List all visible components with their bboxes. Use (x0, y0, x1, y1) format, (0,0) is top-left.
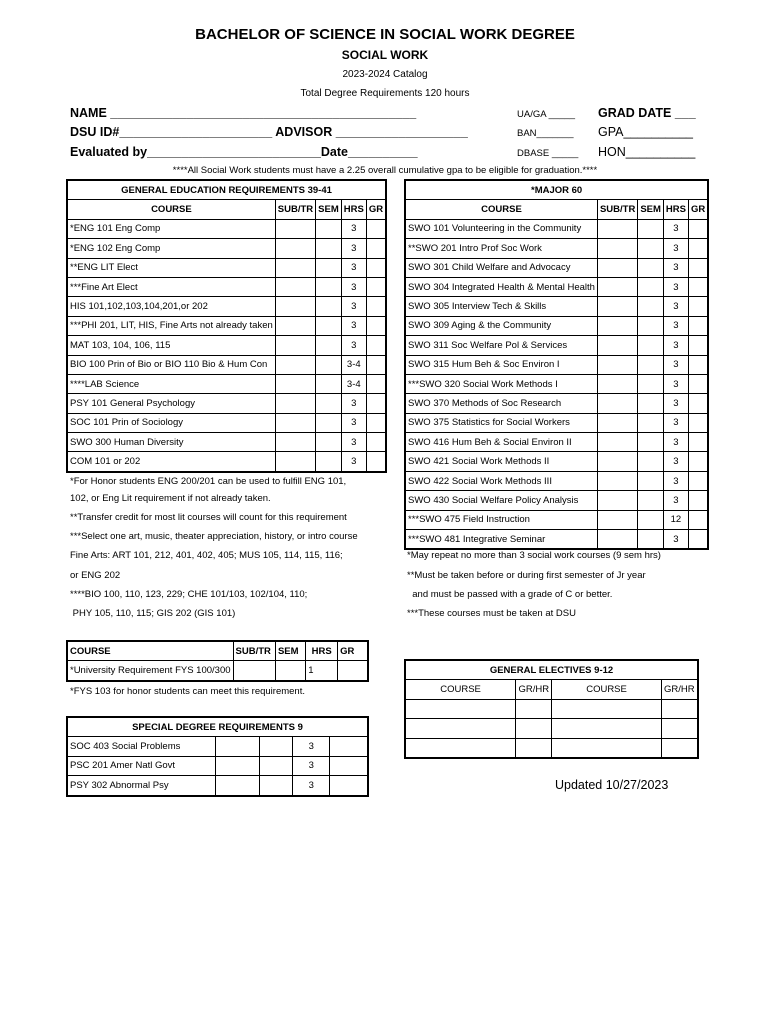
table-row (68, 239, 386, 258)
sem-cell[interactable] (316, 258, 342, 277)
col-course: COURSE (406, 200, 598, 219)
table-row (406, 239, 708, 258)
gr-cell[interactable] (688, 336, 707, 355)
gen-ed-note: ***Select one art, music, theater appreciation, history, or intro course (70, 531, 358, 542)
sem-cell[interactable] (316, 355, 342, 374)
subtr-cell[interactable] (275, 219, 315, 238)
gen-ed-note: **Transfer credit for most lit courses will count for this requirement (70, 512, 347, 523)
course-name: BIO 100 Prin of Bio or BIO 110 Bio & Hum Con (68, 355, 276, 374)
hrs-cell: 3 (293, 776, 330, 795)
sem-cell[interactable] (638, 433, 664, 452)
course-name: SOC 101 Prin of Sociology (68, 413, 276, 432)
course-name: ***SWO 320 Social Work Methods I (406, 374, 598, 393)
major-table (405, 180, 708, 549)
table-row (68, 297, 386, 316)
col-course: COURSE (406, 680, 516, 699)
sem-cell[interactable] (316, 219, 342, 238)
course-name: SWO 375 Statistics for Social Workers (406, 413, 598, 432)
elective-course-cell[interactable] (406, 738, 516, 757)
sem-cell[interactable] (259, 776, 293, 795)
course-name: **ENG LIT Elect (68, 258, 276, 277)
hrs-cell: 3 (341, 433, 366, 452)
gr-cell[interactable] (330, 737, 368, 756)
special-requirements-table (67, 717, 368, 796)
gen-ed-note: *For Honor students ENG 200/201 can be used to fulfill ENG 101, (70, 476, 347, 487)
subtr-cell[interactable] (597, 413, 637, 432)
col-gr: GR (688, 200, 707, 219)
table-row (406, 510, 708, 529)
col-sem: SEM (275, 642, 305, 661)
hrs-cell: 3 (663, 297, 688, 316)
gr-cell[interactable] (688, 297, 707, 316)
gr-cell[interactable] (366, 452, 385, 471)
table-row (406, 297, 708, 316)
major-note: *May repeat no more than 3 social work courses (9 sem hrs) (407, 550, 661, 561)
sem-cell[interactable] (638, 239, 664, 258)
course-name: **SWO 201 Intro Prof Soc Work (406, 239, 598, 258)
gr-cell[interactable] (366, 297, 385, 316)
col-hrs: HRS (341, 200, 366, 219)
uaga-field[interactable]: UA/GA _____ (517, 109, 576, 120)
elective-grhr-cell[interactable] (661, 738, 697, 757)
col-grhr: GR/HR (661, 680, 697, 699)
gen-ed-note: PHY 105, 110, 115; GIS 202 (GIS 101) (70, 608, 236, 619)
sem-cell[interactable] (259, 756, 293, 775)
hrs-cell: 3 (663, 258, 688, 277)
course-name: ***SWO 481 Integrative Seminar (406, 530, 598, 549)
elective-grhr-cell[interactable] (516, 719, 552, 738)
gr-cell[interactable] (688, 239, 707, 258)
special-caption: SPECIAL DEGREE REQUIREMENTS 9 (68, 718, 368, 737)
elective-course-cell[interactable] (406, 719, 516, 738)
hrs-cell: 3 (341, 297, 366, 316)
col-hrs: HRS (306, 642, 338, 661)
hrs-cell: 3 (663, 413, 688, 432)
updated-date: Updated 10/27/2023 (555, 778, 669, 792)
course-name: ****LAB Science (68, 374, 276, 393)
hrs-cell: 3 (663, 452, 688, 471)
subtr-cell[interactable] (275, 297, 315, 316)
major-note: and must be passed with a grade of C or better. (407, 589, 613, 600)
col-gr: GR (338, 642, 368, 661)
subtr-cell[interactable] (215, 737, 259, 756)
table-row (68, 433, 386, 452)
course-name: SWO 304 Integrated Health & Mental Health (406, 277, 598, 296)
sem-cell[interactable] (316, 413, 342, 432)
course-name: SWO 311 Soc Welfare Pol & Services (406, 336, 598, 355)
name-field[interactable]: NAME ____________________________________________ (70, 106, 417, 120)
hrs-cell: 3-4 (341, 355, 366, 374)
table-row (406, 433, 708, 452)
elective-row (406, 699, 698, 718)
col-course: COURSE (68, 642, 234, 661)
table-row (406, 471, 708, 490)
sem-cell[interactable] (638, 374, 664, 393)
subtr-cell[interactable] (275, 452, 315, 471)
hrs-cell: 3 (663, 491, 688, 510)
hrs-cell: 3-4 (341, 374, 366, 393)
table-row (68, 756, 368, 775)
table-row (68, 661, 368, 680)
hrs-cell: 1 (306, 661, 338, 680)
subtr-cell[interactable] (275, 355, 315, 374)
table-row (68, 277, 386, 296)
table-row (68, 355, 386, 374)
program-name: SOCIAL WORK (341, 48, 429, 62)
course-name: *ENG 102 Eng Comp (68, 239, 276, 258)
elective-row (406, 719, 698, 738)
gr-cell[interactable] (688, 374, 707, 393)
course-name: SWO 301 Child Welfare and Advocacy (406, 258, 598, 277)
subtr-cell[interactable] (275, 374, 315, 393)
course-name: SWO 101 Volunteering in the Community (406, 219, 598, 238)
table-row (68, 737, 368, 756)
table-row (406, 258, 708, 277)
subtr-cell[interactable] (597, 452, 637, 471)
subtr-cell[interactable] (597, 239, 637, 258)
hon-field[interactable]: HON__________ (598, 145, 696, 159)
electives-caption: GENERAL ELECTIVES 9-12 (406, 661, 698, 680)
col-subtr: SUB/TR (275, 200, 315, 219)
ban-field[interactable]: BAN_______ (517, 128, 574, 139)
gr-cell[interactable] (688, 413, 707, 432)
sem-cell[interactable] (316, 336, 342, 355)
course-name: SWO 300 Human Diversity (68, 433, 276, 452)
table-row (406, 530, 708, 549)
gr-cell[interactable] (688, 277, 707, 296)
subtr-cell[interactable] (597, 491, 637, 510)
sem-cell[interactable] (638, 452, 664, 471)
course-name: PSY 101 General Psychology (68, 394, 276, 413)
course-name: *University Requirement FYS 100/300 (68, 661, 234, 680)
hrs-cell: 3 (663, 277, 688, 296)
table-row (406, 491, 708, 510)
evaluated-by-field[interactable]: Evaluated by_________________________Date__________ (70, 145, 418, 159)
gr-cell[interactable] (366, 316, 385, 335)
grad-date-field[interactable]: GRAD DATE ___ (598, 106, 696, 120)
course-name: ***SWO 475 Field Instruction (406, 510, 598, 529)
subtr-cell[interactable] (215, 756, 259, 775)
subtr-cell[interactable] (275, 413, 315, 432)
subtr-cell[interactable] (597, 355, 637, 374)
course-name: SWO 305 Interview Tech & Skills (406, 297, 598, 316)
sem-cell[interactable] (638, 258, 664, 277)
hrs-cell: 3 (293, 737, 330, 756)
subtr-cell[interactable] (597, 336, 637, 355)
table-row (68, 452, 386, 471)
sem-cell[interactable] (316, 452, 342, 471)
subtr-cell[interactable] (597, 219, 637, 238)
table-row (68, 394, 386, 413)
course-name: SWO 309 Aging & the Community (406, 316, 598, 335)
sem-cell[interactable] (638, 491, 664, 510)
total-hours: Total Degree Requirements 120 hours (300, 88, 470, 99)
hrs-cell: 3 (341, 277, 366, 296)
gr-cell[interactable] (330, 756, 368, 775)
subtr-cell[interactable] (597, 471, 637, 490)
sem-cell[interactable] (275, 661, 305, 680)
elective-course-cell[interactable] (406, 699, 516, 718)
col-subtr: SUB/TR (233, 642, 275, 661)
hrs-cell: 3 (341, 452, 366, 471)
course-name: SWO 422 Social Work Methods III (406, 471, 598, 490)
hrs-cell: 3 (341, 219, 366, 238)
gpa-field[interactable]: GPA__________ (598, 125, 693, 139)
subtr-cell[interactable] (597, 530, 637, 549)
hrs-cell: 3 (341, 394, 366, 413)
col-course: COURSE (68, 200, 276, 219)
table-row (68, 219, 386, 238)
hrs-cell: 3 (341, 239, 366, 258)
table-row (68, 776, 368, 795)
subtr-cell[interactable] (275, 258, 315, 277)
hrs-cell: 3 (663, 316, 688, 335)
elective-grhr-cell[interactable] (661, 719, 697, 738)
course-name: SWO 430 Social Welfare Policy Analysis (406, 491, 598, 510)
sem-cell[interactable] (638, 413, 664, 432)
course-name: *ENG 101 Eng Comp (68, 219, 276, 238)
gr-cell[interactable] (688, 530, 707, 549)
gr-cell[interactable] (688, 355, 707, 374)
sem-cell[interactable] (638, 355, 664, 374)
gr-cell[interactable] (366, 277, 385, 296)
table-row (68, 316, 386, 335)
course-name: SWO 315 Hum Beh & Soc Environ I (406, 355, 598, 374)
table-row (406, 374, 708, 393)
gr-cell[interactable] (688, 316, 707, 335)
gen-ed-caption: GENERAL EDUCATION REQUIREMENTS 39-41 (68, 181, 386, 200)
sem-cell[interactable] (638, 277, 664, 296)
hrs-cell: 3 (663, 433, 688, 452)
table-row (406, 355, 708, 374)
gen-ed-note: 102, or Eng Lit requirement if not already taken. (70, 493, 271, 504)
subtr-cell[interactable] (233, 661, 275, 680)
gpa-requirement-note: ****All Social Work students must have a 2.25 overall cumulative gpa to be eligible for graduation.**** (172, 165, 598, 176)
subtr-cell[interactable] (597, 394, 637, 413)
col-gr: GR (366, 200, 385, 219)
major-note: **Must be taken before or during first semester of Jr year (407, 570, 646, 581)
gr-cell[interactable] (688, 510, 707, 529)
subtr-cell[interactable] (597, 277, 637, 296)
fys-note: *FYS 103 for honor students can meet this requirement. (70, 686, 305, 697)
gr-cell[interactable] (688, 258, 707, 277)
sem-cell[interactable] (638, 316, 664, 335)
elective-grhr-cell[interactable] (516, 738, 552, 757)
hrs-cell: 3 (663, 355, 688, 374)
gr-cell[interactable] (366, 394, 385, 413)
sem-cell[interactable] (638, 219, 664, 238)
table-row (406, 277, 708, 296)
subtr-cell[interactable] (597, 297, 637, 316)
subtr-cell[interactable] (275, 239, 315, 258)
gr-cell[interactable] (366, 374, 385, 393)
table-row (406, 413, 708, 432)
sem-cell[interactable] (638, 530, 664, 549)
dsu-id-advisor-field[interactable]: DSU ID#______________________ ADVISOR ___________________ (70, 125, 468, 139)
gr-cell[interactable] (366, 413, 385, 432)
page-title: BACHELOR OF SCIENCE IN SOCIAL WORK DEGREE (195, 26, 575, 43)
gr-cell[interactable] (366, 355, 385, 374)
gr-cell[interactable] (366, 258, 385, 277)
table-row (406, 316, 708, 335)
course-name: MAT 103, 104, 106, 115 (68, 336, 276, 355)
elective-grhr-cell[interactable] (516, 699, 552, 718)
gen-ed-note: ****BIO 100, 110, 123, 229; CHE 101/103, 102/104, 110; (70, 589, 308, 600)
sem-cell[interactable] (638, 510, 664, 529)
table-row (68, 336, 386, 355)
table-row (406, 394, 708, 413)
table-row (406, 336, 708, 355)
course-name: SWO 416 Hum Beh & Social Environ II (406, 433, 598, 452)
gr-cell[interactable] (366, 219, 385, 238)
table-row (68, 413, 386, 432)
elective-course-cell[interactable] (552, 738, 661, 757)
col-grhr: GR/HR (516, 680, 552, 699)
elective-course-cell[interactable] (552, 699, 661, 718)
subtr-cell[interactable] (275, 394, 315, 413)
gr-cell[interactable] (688, 452, 707, 471)
sem-cell[interactable] (316, 277, 342, 296)
table-row (68, 374, 386, 393)
subtr-cell[interactable] (215, 776, 259, 795)
sem-cell[interactable] (316, 239, 342, 258)
subtr-cell[interactable] (597, 433, 637, 452)
course-name: PSC 201 Amer Natl Govt (68, 756, 216, 775)
course-name: SOC 403 Social Problems (68, 737, 216, 756)
col-subtr: SUB/TR (597, 200, 637, 219)
gr-cell[interactable] (688, 394, 707, 413)
sem-cell[interactable] (316, 433, 342, 452)
elective-grhr-cell[interactable] (661, 699, 697, 718)
sem-cell[interactable] (638, 297, 664, 316)
hrs-cell: 3 (663, 530, 688, 549)
sem-cell[interactable] (259, 737, 293, 756)
fys-table (67, 641, 368, 681)
col-sem: SEM (316, 200, 342, 219)
gr-cell[interactable] (688, 433, 707, 452)
course-name: SWO 370 Methods of Soc Research (406, 394, 598, 413)
hrs-cell: 3 (341, 316, 366, 335)
hrs-cell: 3 (663, 394, 688, 413)
hrs-cell: 3 (663, 374, 688, 393)
course-name: PSY 302 Abnormal Psy (68, 776, 216, 795)
elective-course-cell[interactable] (552, 719, 661, 738)
subtr-cell[interactable] (597, 316, 637, 335)
table-row (406, 452, 708, 471)
course-name: HIS 101,102,103,104,201,or 202 (68, 297, 276, 316)
gen-ed-note: or ENG 202 (70, 570, 121, 581)
hrs-cell: 12 (663, 510, 688, 529)
gr-cell[interactable] (338, 661, 368, 680)
hrs-cell: 3 (663, 471, 688, 490)
gr-cell[interactable] (366, 336, 385, 355)
course-name: ***Fine Art Elect (68, 277, 276, 296)
gr-cell[interactable] (688, 219, 707, 238)
course-name: ***PHI 201, LIT, HIS, Fine Arts not already taken (68, 316, 276, 335)
gr-cell[interactable] (688, 491, 707, 510)
gen-ed-note: Fine Arts: ART 101, 212, 401, 402, 405; MUS 105, 114, 115, 116; (70, 550, 343, 561)
course-name: COM 101 or 202 (68, 452, 276, 471)
subtr-cell[interactable] (597, 258, 637, 277)
table-row (406, 219, 708, 238)
hrs-cell: 3 (341, 413, 366, 432)
catalog-year: 2023-2024 Catalog (342, 69, 428, 80)
subtr-cell[interactable] (275, 316, 315, 335)
gr-cell[interactable] (330, 776, 368, 795)
sem-cell[interactable] (316, 297, 342, 316)
hrs-cell: 3 (663, 336, 688, 355)
sem-cell[interactable] (316, 316, 342, 335)
course-name: SWO 421 Social Work Methods II (406, 452, 598, 471)
hrs-cell: 3 (663, 239, 688, 258)
general-electives-table (405, 660, 698, 758)
gr-cell[interactable] (688, 471, 707, 490)
gr-cell[interactable] (366, 239, 385, 258)
hrs-cell: 3 (341, 336, 366, 355)
col-sem: SEM (638, 200, 664, 219)
sem-cell[interactable] (638, 336, 664, 355)
subtr-cell[interactable] (597, 374, 637, 393)
subtr-cell[interactable] (275, 336, 315, 355)
subtr-cell[interactable] (597, 510, 637, 529)
col-course: COURSE (552, 680, 661, 699)
gen-ed-table (67, 180, 386, 472)
sem-cell[interactable] (316, 394, 342, 413)
subtr-cell[interactable] (275, 277, 315, 296)
col-hrs: HRS (663, 200, 688, 219)
hrs-cell: 3 (663, 219, 688, 238)
table-row (68, 258, 386, 277)
hrs-cell: 3 (293, 756, 330, 775)
dbase-field[interactable]: DBASE _____ (517, 148, 579, 159)
subtr-cell[interactable] (275, 433, 315, 452)
hrs-cell: 3 (341, 258, 366, 277)
major-caption: *MAJOR 60 (406, 181, 708, 200)
major-note: ***These courses must be taken at DSU (407, 608, 576, 619)
sem-cell[interactable] (638, 471, 664, 490)
elective-row (406, 738, 698, 757)
sem-cell[interactable] (316, 374, 342, 393)
gr-cell[interactable] (366, 433, 385, 452)
sem-cell[interactable] (638, 394, 664, 413)
